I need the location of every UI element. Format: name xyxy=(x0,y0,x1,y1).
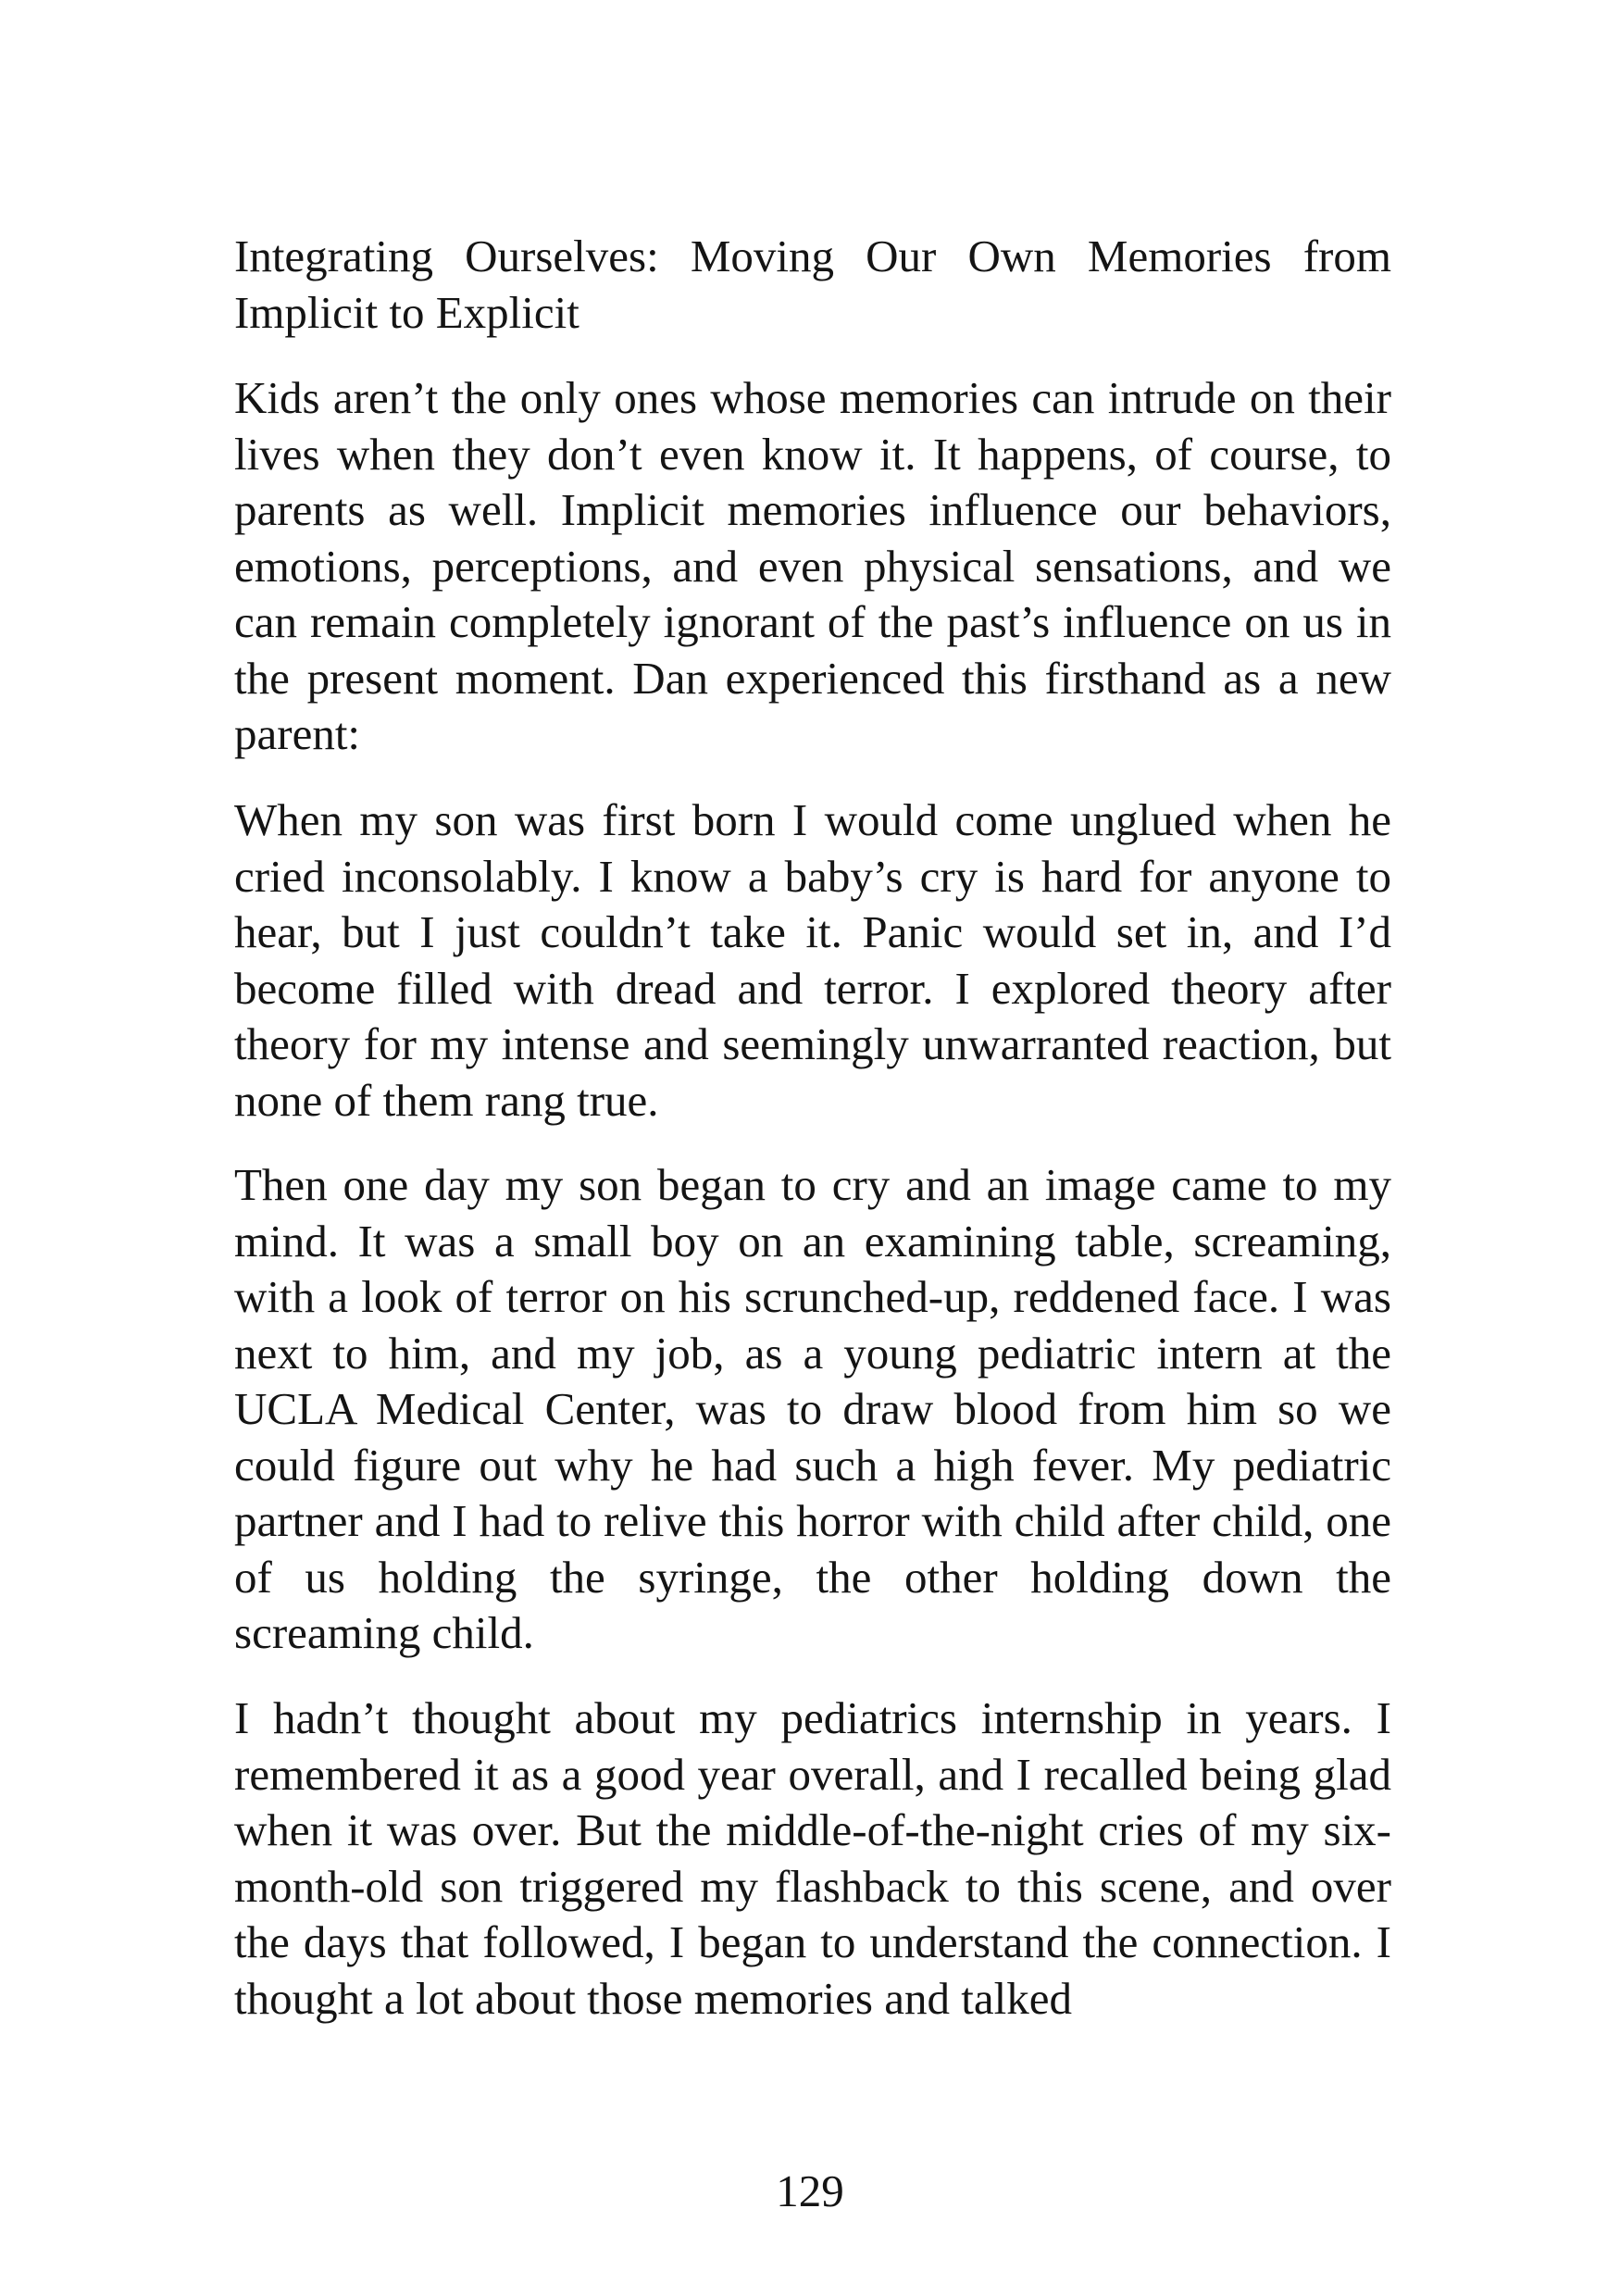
page-number: 129 xyxy=(776,2165,844,2216)
body-paragraph-2: When my son was first born I would come unglued when he cried inconsolably. I know a baby’s cry is hard for anyone to hear, but I just couldn’t take it. Panic would set in, and I’d become filled with dread and terror. I explored theory after theory for my intense and seemingly unwarranted reaction, but none of them rang true. xyxy=(234,794,1391,1126)
body-paragraph-4: I hadn’t thought about my pediatrics internship in years. I remembered it as a good year overall, and I recalled being glad when it was over. But the middle-of-the-night cries of my six-month-old son triggered my flashback to this scene, and over the days that followed, I began to understand the connection. I thought a lot about those memories and talked xyxy=(234,1692,1391,2024)
section-heading: Integrating Ourselves: Moving Our Own Memories from Implicit to Explicit xyxy=(234,231,1391,338)
body-paragraph-1: Kids aren’t the only ones whose memories can intrude on their lives when they don’t even know it. It happens, of course, to parents as well. Implicit memories influence our behaviors, emotions, perceptions, and even physical sensations, and we can remain completely ignorant of the past’s influence on us in the present moment. Dan experienced this firsthand as a new parent: xyxy=(234,372,1391,759)
body-paragraph-3: Then one day my son began to cry and an image came to my mind. It was a small boy on an examining table, screaming, with a look of terror on his scrunched-up, reddened face. I was next to him, and my job, as a young pediatric intern at the UCLA Medical Center, was to draw blood from him so we could figure out why he had such a high fever. My pediatric partner and I had to relive this horror with child after child, one of us holding the syringe, the other holding down the screaming child. xyxy=(234,1159,1391,1658)
